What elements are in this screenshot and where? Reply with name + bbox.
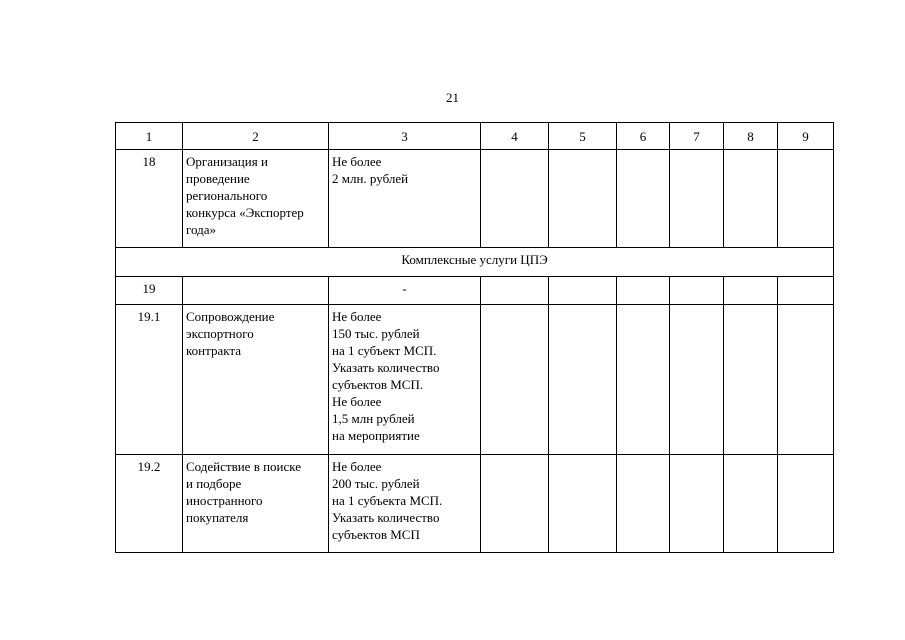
empty-cell <box>724 455 778 553</box>
empty-cell <box>481 455 549 553</box>
header-cell-8: 8 <box>724 123 778 150</box>
empty-cell <box>778 305 834 455</box>
section-title: Комплексные услуги ЦПЭ <box>116 248 834 277</box>
header-row <box>116 123 834 150</box>
empty-cell <box>617 150 670 248</box>
row-number: 19 <box>116 277 183 305</box>
empty-cell <box>481 277 549 305</box>
empty-cell <box>549 455 617 553</box>
empty-cell <box>617 455 670 553</box>
header-cell-2: 2 <box>183 123 329 150</box>
cost-limit: Не более 200 тыс. рублей на 1 субъекта МСП. Указать количество субъектов МСП <box>329 455 481 553</box>
table-row-19 <box>116 277 834 305</box>
header-cell-5: 5 <box>549 123 617 150</box>
empty-cell <box>778 150 834 248</box>
empty-cell <box>724 277 778 305</box>
empty-cell <box>617 305 670 455</box>
header-cell-4: 4 <box>481 123 549 150</box>
empty-cell <box>481 305 549 455</box>
service-name: Сопровождение экспортного контракта <box>183 305 329 455</box>
section-row <box>116 248 834 277</box>
table-row-19-2 <box>116 455 834 553</box>
service-name: Содействие в поиске и подборе иностранного покупателя <box>183 455 329 553</box>
table-row-18 <box>116 150 834 248</box>
row-number: 19.1 <box>116 305 183 455</box>
empty-cell <box>617 277 670 305</box>
empty-cell <box>670 455 724 553</box>
header-cell-3: 3 <box>329 123 481 150</box>
empty-cell <box>549 305 617 455</box>
services-table <box>115 122 834 553</box>
row-number: 19.2 <box>116 455 183 553</box>
empty-cell <box>778 455 834 553</box>
cost-limit: Не более 150 тыс. рублей на 1 субъект МСП. Указать количество субъектов МСП. Не более 1,5 млн рублей на мероприятие <box>329 305 481 455</box>
cost-limit: Не более 2 млн. рублей <box>329 150 481 248</box>
cost-limit: - <box>329 277 481 305</box>
empty-cell <box>670 277 724 305</box>
empty-cell <box>481 150 549 248</box>
header-cell-6: 6 <box>617 123 670 150</box>
empty-cell <box>549 277 617 305</box>
empty-cell <box>724 305 778 455</box>
row-number: 18 <box>116 150 183 248</box>
empty-cell <box>670 305 724 455</box>
header-cell-7: 7 <box>670 123 724 150</box>
header-cell-1: 1 <box>116 123 183 150</box>
empty-cell <box>549 150 617 248</box>
empty-cell <box>670 150 724 248</box>
header-cell-9: 9 <box>778 123 834 150</box>
service-name: Организация и проведение регионального конкурса «Экспортер года» <box>183 150 329 248</box>
page-number: 21 <box>446 90 459 105</box>
empty-cell <box>778 277 834 305</box>
service-name <box>183 277 329 305</box>
table-row-19-1 <box>116 305 834 455</box>
empty-cell <box>724 150 778 248</box>
